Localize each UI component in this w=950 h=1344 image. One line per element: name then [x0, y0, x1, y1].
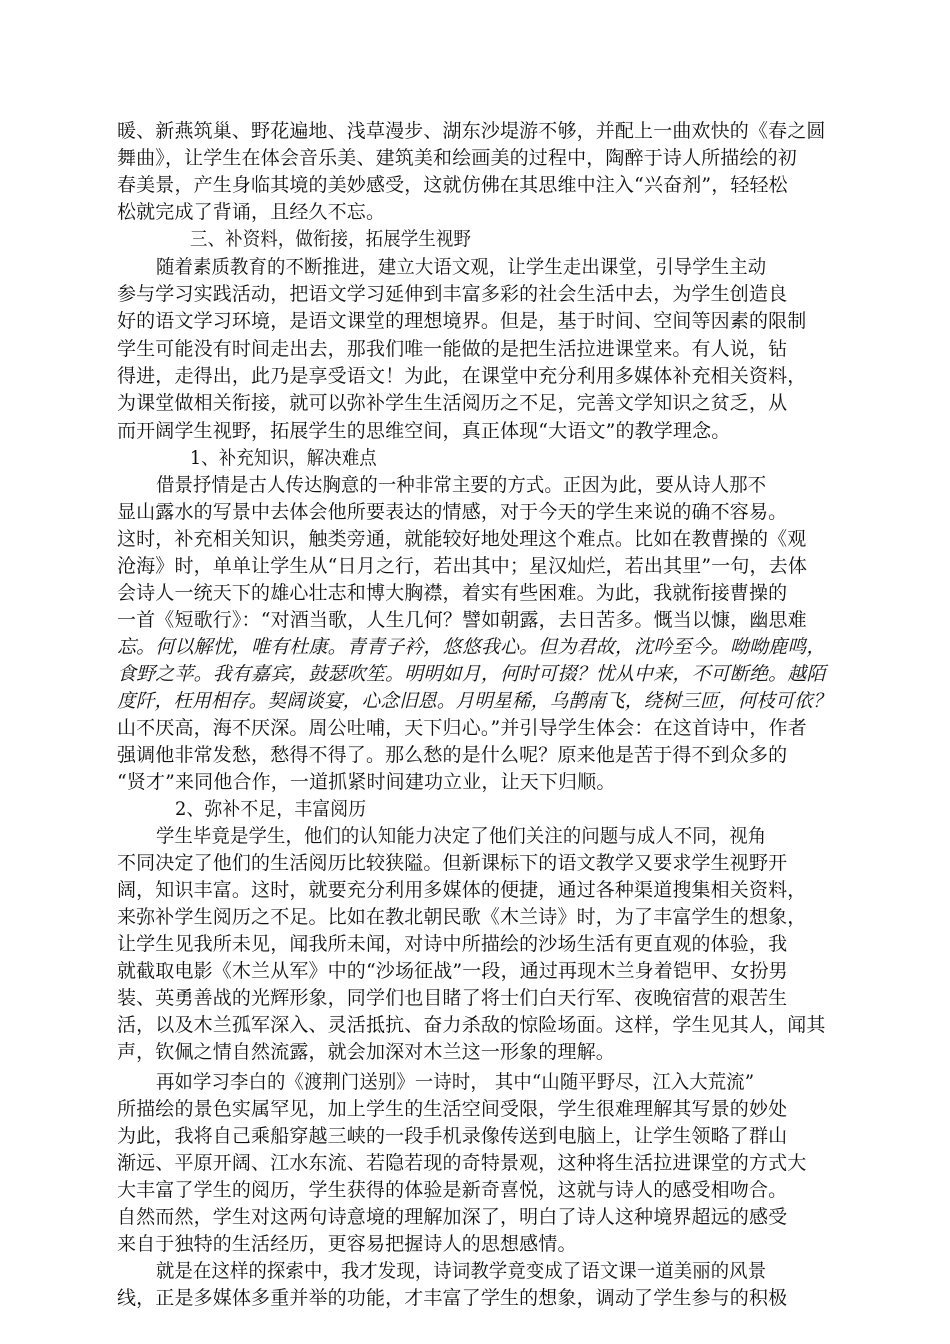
text-line: 沧海》时，单单让学生从“日月之行，若出其中；星汉灿烂，若出其里”一句，去体	[117, 555, 807, 577]
text-line: 这时，补充相关知识，触类旁通，就能较好地处理这个难点。比如在教曹操的《观	[117, 528, 807, 550]
text-line: 为此，我将自己乘船穿越三峡的一段手机录像传送到电脑上，让学生领略了群山	[117, 1125, 788, 1147]
text-line: 就截取电影《木兰从军》中的“沙场征战”一段，通过再现木兰身着铠甲、女扮男	[117, 960, 788, 982]
text-line: 山不厌高，海不厌深。周公吐哺，天下归心。”并引导学生体会：在这首诗中，作者	[117, 717, 807, 739]
poem-line: 忘。何以解忧，唯有杜康。青青子衿，悠悠我心。但为君故，沈吟至今。呦呦鹿鸣，	[117, 636, 826, 658]
subsection-heading: 1、补充知识，解决难点	[190, 447, 377, 469]
text-line: 让学生见我所未见，闻我所未闻，对诗中所描绘的沙场生活有更直观的体验，我	[117, 933, 788, 955]
text-line: 暖、新燕筑巢、野花遍地、浅草漫步、湖东沙堤游不够，并配上一曲欢快的《春之圆	[117, 120, 826, 142]
text-line: 春美景，产生身临其境的美妙感受，这就仿佛在其思维中注入“兴奋剂”，轻轻松	[117, 174, 788, 196]
text-line: 阔，知识丰富。这时，就要充分利用多媒体的便捷，通过各种渠道搜集相关资料，	[117, 879, 807, 901]
text-line: 显山露水的写景中去体会他所要表达的情感，对于今天的学生来说的确不容易。	[117, 501, 788, 523]
text-line: 所描绘的景色实属罕见，加上学生的生活空间受限，学生很难理解其写景的妙处	[117, 1098, 788, 1120]
text-line: 来弥补学生阅历之不足。比如在教北朝民歌《木兰诗》时，为了丰富学生的想象，	[117, 906, 807, 928]
text-line: 强调他非常发愁，愁得不得了。那么愁的是什么呢？原来他是苦于得不到众多的	[117, 744, 788, 766]
section-heading: 三、补资料，做衔接，拓展学生视野	[190, 228, 472, 250]
text-line: 为课堂做相关衔接，就可以弥补学生生活阅历之不足，完善文学知识之贫乏，从	[117, 392, 788, 414]
text-line: 活，以及木兰孤军深入、灵活抵抗、奋力杀敌的惊险场面。这样，学生见其人，闻其	[117, 1014, 826, 1036]
text-line: 好的语文学习环境，是语文课堂的理想境界。但是，基于时间、空间等因素的限制	[117, 310, 807, 332]
text-line: 再如学习李白的《渡荆门送别》一诗时， 其中“山随平野尽，江入大荒流”	[156, 1071, 755, 1093]
text-line: 声，钦佩之情自然流露，就会加深对木兰这一形象的理解。	[117, 1041, 615, 1063]
poem-line: 食野之苹。我有嘉宾，鼓瑟吹笙。明明如月，何时可掇？忧从中来，不可断绝。越陌	[117, 663, 826, 685]
text-line: 线，正是多媒体多重并举的功能，才丰富了学生的想象，调动了学生参与的积极	[117, 1287, 788, 1309]
poem-line: 度阡，枉用相存。契阔谈宴，心念旧恩。月明星稀，乌鹊南飞，绕树三匝，何枝可依？	[117, 690, 832, 712]
text-line: 得进，走得出，此乃是享受语文！为此，在课堂中充分利用多媒体补充相关资料，	[117, 365, 807, 387]
text-line: 舞曲》，让学生在体会音乐美、建筑美和绘画美的过程中，陶醉于诗人所描绘的初	[117, 147, 797, 169]
text-line: 来自于独特的生活经历，更容易把握诗人的思想感情。	[117, 1233, 577, 1255]
text-line: 装、英勇善战的光辉形象，同学们也目睹了将士们白天行军、夜晚宿营的艰苦生	[117, 987, 788, 1009]
text-line: 自然而然，学生对这两句诗意境的理解加深了，明白了诗人这种境界超远的感受	[117, 1206, 788, 1228]
text-line: 不同决定了他们的生活阅历比较狭隘。但新课标下的语文教学又要求学生视野开	[117, 852, 788, 874]
text-line: 随着素质教育的不断推进，建立大语文观，让学生走出课堂，引导学生主动	[156, 256, 767, 278]
text-line: 学生毕竟是学生，他们的认知能力决定了他们关注的问题与成人不同，视角	[156, 825, 767, 847]
text-line: 学生可能没有时间走出去，那我们唯一能做的是把生活拉进课堂来。有人说，钻	[117, 338, 788, 360]
text-line: 借景抒情是古人传达胸意的一种非常主要的方式。正因为此，要从诗人那不	[156, 474, 767, 496]
text-line: 就是在这样的探索中，我才发现，诗词教学竟变成了语文课一道美丽的风景	[156, 1260, 767, 1282]
text-line: 参与学习实践活动，把语文学习延伸到丰富多彩的社会生活中去，为学生创造良	[117, 283, 788, 305]
subsection-heading: 2、弥补不足，丰富阅历	[175, 798, 367, 820]
text-line: 而开阔学生视野，拓展学生的思维空间，真正体现“大语文”的教学理念。	[117, 420, 731, 442]
text-line: 一首《短歌行》：“对酒当歌，人生几何？譬如朝露，去日苦多。慨当以慷，幽思难	[117, 609, 807, 631]
text-line: 大丰富了学生的阅历，学生获得的体验是新奇喜悦，这就与诗人的感受相吻合。	[117, 1179, 788, 1201]
text-line: 会诗人一统天下的雄心壮志和博大胸襟，着实有些困难。为此，我就衔接曹操的	[117, 582, 788, 604]
text-line: 松就完成了背诵，且经久不忘。	[117, 201, 386, 223]
text-line: 渐远、平原开阔、江水东流、若隐若现的奇特景观，这种将生活拉进课堂的方式大	[117, 1152, 807, 1174]
text-line: “贤才”来同他合作，一道抓紧时间建功立业，让天下归顺。	[117, 771, 616, 793]
